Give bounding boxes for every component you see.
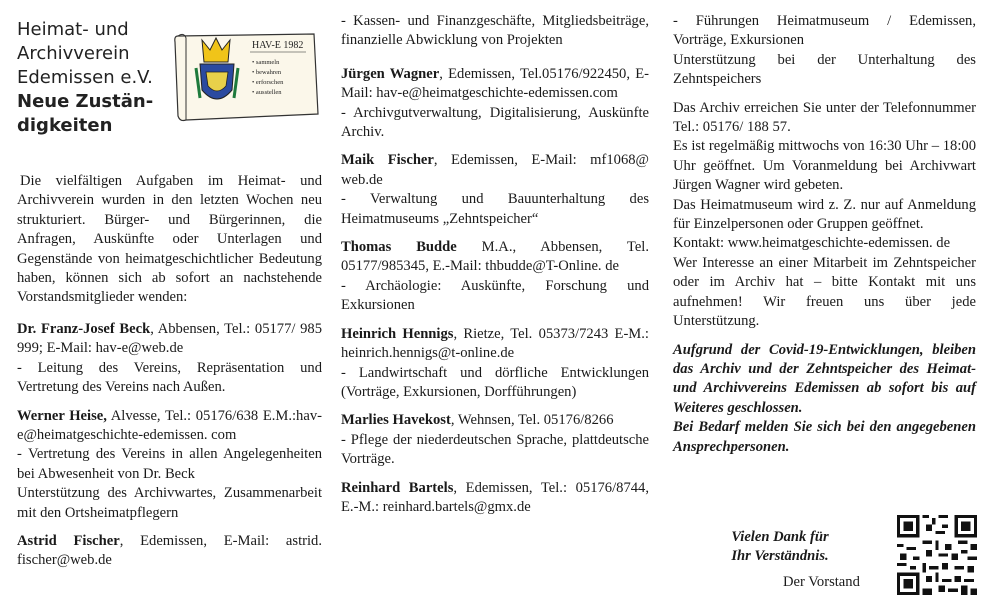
covid-notice: Aufgrund der Covid-19-Entwicklungen, bleiben das Archiv und der Zehntspeicher des Heimat- und Archivvereins Edemissen ab sofort bis auf Weiteres geschlossen.	[673, 341, 976, 416]
contact-entry: Dr. Franz-Josef Beck, Abbensen, Tel.: 05177/ 985 999; E-Mail: hav-e@web.de	[17, 321, 322, 357]
contact-duty: - Archäologie: Auskünfte, Forschung und Exkursionen	[341, 277, 649, 314]
info-paragraph: Es ist regelmäßig mittwochs von 16:30 Uhr – 18:00 Uhr geöffnet. Um Voranmeldung bei Archivwart Jürgen Wagner wird gebeten.	[673, 138, 976, 194]
contact-entry: Maik Fischer, Edemissen, E-Mail: mf1068@ web.de	[341, 152, 649, 188]
contact-entry: Thomas Budde M.A., Abbensen, Tel. 05177/985345, E.-Mail: thbudde@T-Online. de	[341, 239, 649, 275]
info-paragraph: Das Archiv erreichen Sie unter der Telefonnummer Tel.: 05176/ 188 57.	[673, 99, 976, 136]
qr-code-icon	[897, 515, 977, 595]
contact-entry: Astrid Fischer, Edemissen, E-Mail: astrid. fischer@web.de	[17, 533, 322, 569]
logo-badge: HAV-E 1982	[252, 40, 304, 51]
contact-entry: Werner Heise, Alvesse, Tel.: 05176/638 E.M.:hav-e@heimatgeschichte-edemissen. com	[17, 407, 322, 444]
covid-notice-contact: Bei Bedarf melden Sie sich bei den angegebenen Ansprechpersonen.	[673, 419, 976, 455]
contact-duty: - Leitung des Vereins, Repräsentation und Vertretung des Vereins nach Außen.	[17, 359, 322, 396]
contact-duty: - Vertretung des Vereins in allen Angelegenheiten bei Abwesenheit von Dr. Beck	[17, 446, 322, 482]
contact-entry: Marlies Havekost, Wehnsen, Tel. 05176/8266	[341, 412, 614, 429]
article-header	[17, 18, 153, 138]
contact-duty: - Archivgutverwaltung, Digitalisierung, Auskünfte Archiv.	[341, 104, 649, 141]
thanks-note: Vielen Dank für Ihr Verständnis.	[731, 529, 829, 565]
info-paragraph: Kontakt: www.heimatgeschichte-edemissen. de	[673, 235, 951, 252]
signature: Der Vorstand	[783, 574, 860, 590]
contact-entry: Heinrich Hennigs, Rietze, Tel. 05373/7243 E-M.: heinrich.hennigs@t-online.de	[341, 325, 649, 362]
logo-line-4: • ausstellen	[252, 89, 282, 96]
logo-line-2: • bewahren	[252, 69, 282, 76]
contact-duty: - Verwaltung und Bauunterhaltung des Heimatmuseums „Zehntspeicher“	[341, 191, 649, 227]
column-2-contacts	[341, 12, 649, 517]
contact-duty: - Pflege der niederdeutschen Sprache, plattdeutsche Vorträge.	[341, 431, 649, 468]
intro-paragraph: Die vielfältigen Aufgaben im Heimat- und Archivverein wurden in den letzten Wochen neu strukturiert. Bürger- und Bürgerinnen, die Anfragen, Auskünfte oder Unterlagen und Gegenstände von heimatgeschichtlicher Bedeutung haben, können sich ab sofort an nachstehende Vorstandsmitglieder wenden:	[17, 173, 322, 306]
logo-line-1: • sammeln	[252, 59, 280, 66]
article-title-line2: digkeiten	[17, 115, 113, 136]
contact-entry: Jürgen Wagner, Edemissen, Tel.05176/922450, E-Mail: hav-e@heimatgeschichte-edemissen.com	[341, 65, 650, 102]
org-name-line3: Edemissen e.V.	[17, 67, 153, 88]
contact-duty: - Landwirtschaft und dörfliche Entwicklungen (Vorträge, Exkursionen, Dorfführungen)	[341, 364, 649, 400]
contact-duty: - Kassen- und Finanzgeschäfte, Mitgliedsbeiträge, finanzielle Abwicklung von Projekten	[341, 13, 649, 49]
logo-line-3: • erforschen	[252, 79, 284, 86]
org-name-line2: Archivverein	[17, 43, 130, 64]
association-logo	[172, 28, 322, 124]
article-title-line1: Neue Zustän-	[17, 91, 154, 112]
info-paragraph: Das Heimatmuseum wird z. Z. nur auf Anmeldung für Einzelpersonen oder Gruppen geöffnet.	[673, 196, 976, 233]
contact-entry: Reinhard Bartels, Edemissen, Tel.: 05176/8744, E.-M.: reinhard.bartels@gmx.de	[341, 479, 649, 515]
column-1-contacts	[17, 320, 322, 571]
org-name-line1: Heimat- und	[17, 19, 129, 40]
info-paragraph: Wer Interesse an einer Mitarbeit im Zehntspeicher oder im Archiv hat – bitte Kontakt mit uns aufnehmen! Wir freuen uns über jede Unterstützung.	[673, 254, 976, 330]
contact-duty: - Führungen Heimatmuseum / Edemissen, Vorträge, Exkursionen	[673, 13, 976, 49]
column-3-info	[673, 12, 976, 457]
contact-duty: Unterstützung des Archivwartes, Zusammenarbeit mit den Ortsheimatpflegern	[17, 485, 322, 521]
contact-duty: Unterstützung bei der Unterhaltung des Zehntspeichers	[673, 51, 976, 88]
